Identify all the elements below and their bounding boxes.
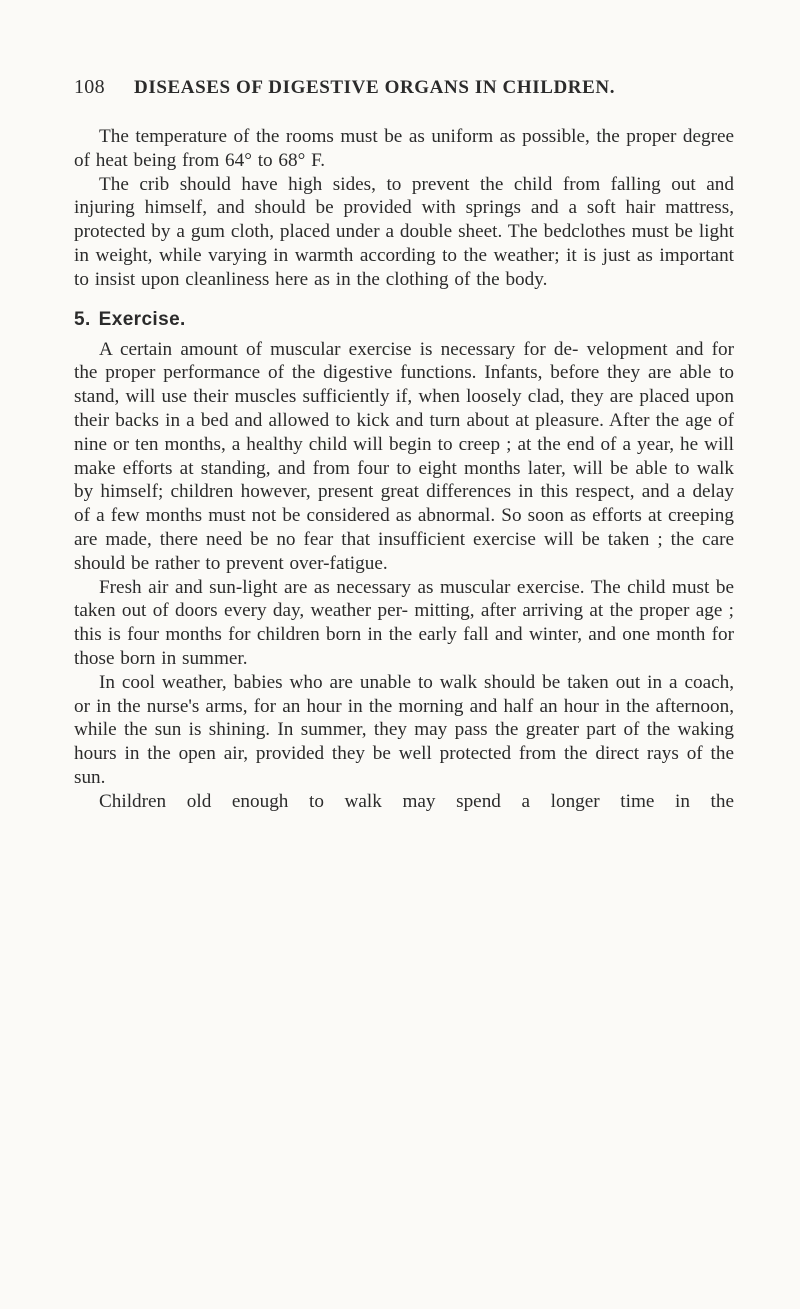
page-number: 108 [74,76,105,98]
running-title: DISEASES OF DIGESTIVE ORGANS IN CHILDREN. [134,77,616,98]
section-number: 5. [74,308,91,330]
paragraph-cool-weather: In cool weather, babies who are unable to walk should be taken out in a coach, or in the nurse's arms, for an hour in the morning and half an hour in the afternoon, while the sun is shining. In summer, they may pass the greater part of the waking hours in the open air, provided they be well protected from the direct rays of the sun. [74,671,734,788]
paragraph-fresh-air: Fresh air and sun-light are as necessary as muscular exercise. The child must be taken out of doors every day, weather per- mitting, after arriving at the proper age ; this is four months for children born in the early fall and winter, and one month for those born in summer. [74,576,734,669]
paragraph-crib: The crib should have high sides, to prevent the child from falling out and injuring himself, and should be provided with springs and a soft hair mattress, protected by a gum cloth, placed under a double sheet. The bedclothes must be light in weight, while varying in warmth according to the weather; it is just as important to insist upon cleanliness here as in the clothing of the body. [74,173,734,290]
paragraph-walking-children: Children old enough to walk may spend a longer time in the [99,790,734,812]
section-title: Exercise. [98,308,186,330]
paragraph-room-temperature: The temperature of the rooms must be as uniform as possible, the proper degree of heat being from 64° to 68° F. [74,126,734,171]
section-heading-exercise [74,308,734,332]
paragraph-muscular-exercise: A certain amount of muscular exercise is necessary for de- velopment and for the proper performance of the digestive functions. Infants, before they are able to stand, will use their muscles sufficiently if, when loosely clad, they are placed upon their backs in a bed and allowed to kick and turn about at pleasure. After the age of nine or ten months, a healthy child will begin to creep ; at the end of a year, he will make efforts at standing, and from four to eight months later, will be able to walk by himself; children however, present great differences in this respect, and a delay of a few months must not be considered as abnormal. So soon as efforts at creeping are made, there need be no fear that insufficient exercise will be taken ; the care should be rather to prevent over-fatigue. [74,338,734,574]
running-head [74,72,734,103]
book-page [74,72,734,814]
